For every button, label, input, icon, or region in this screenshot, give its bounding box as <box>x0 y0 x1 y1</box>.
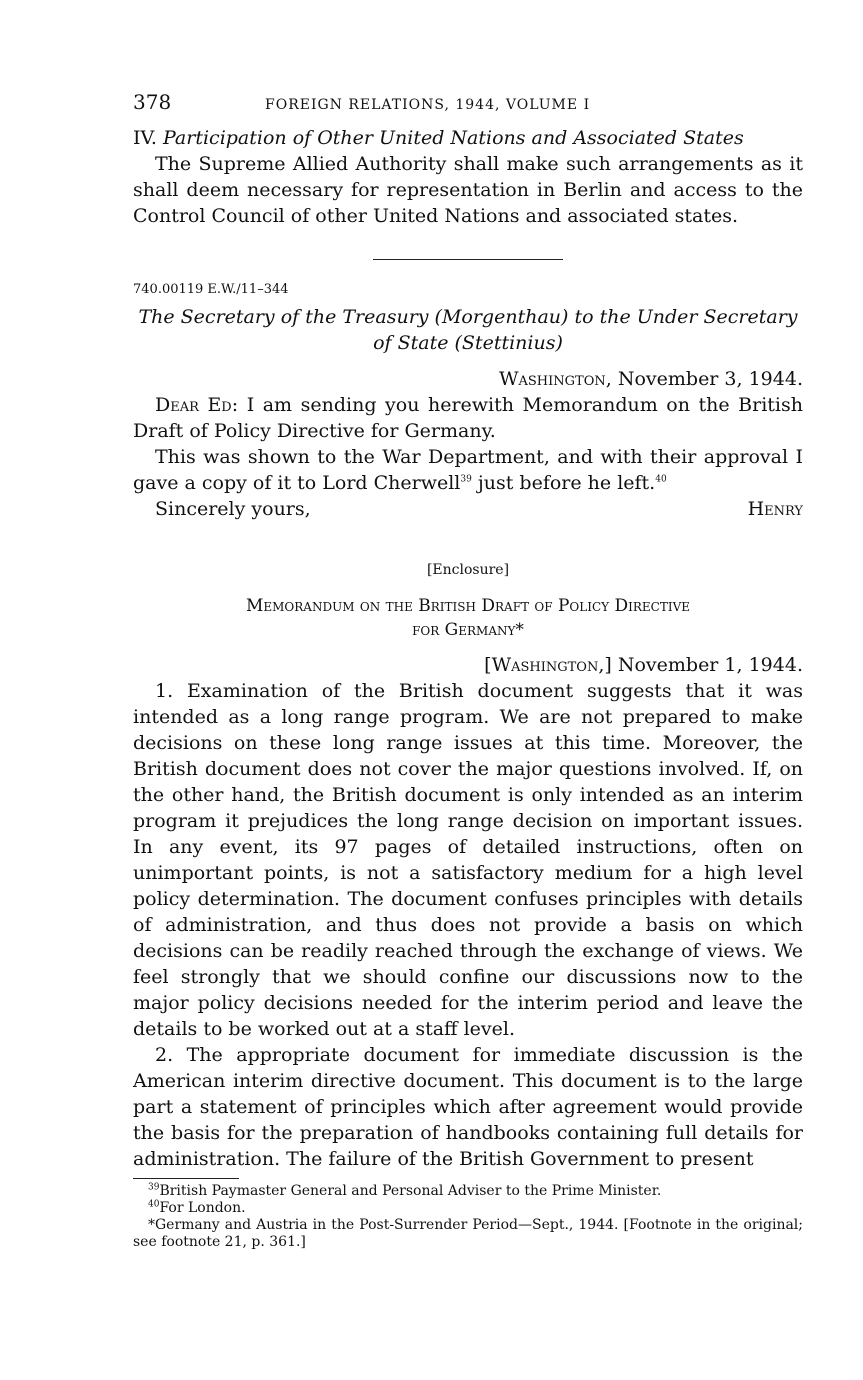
memo-paragraph-1: 1. Examination of the British document suggests that it was intended as a long range program. We are not prepared to make decisions on these long range issues at this time. Moreover, the British document does not cover the major questions involved. If, on the other hand, the British document is only intended as an interim program it prejudices the long range decision on important issues. In any event, its 97 pages of detailed instructions, often on unimportant points, is not a satisfactory medium for a high level policy determination. The document confuses principles with details of administration, and thus does not provide a basis on which decisions can be readily reached through the exchange of views. We feel strongly that we should confine our discussions now to the major policy decisions needed for the interim period and leave the details to be worked out at a staff level. <box>133 680 803 1040</box>
memo-place: [Washington,] <box>484 654 612 676</box>
letter-dateline <box>133 366 803 392</box>
letter-place: Washington, <box>498 368 612 390</box>
letter-body-2a: This was shown to the War Department, and with their approval I gave a copy of it to Lord Cherwell <box>133 446 803 494</box>
section-heading <box>133 125 803 151</box>
section-paragraph: The Supreme Allied Authority shall make such arrangements as it shall deem necessary for representation in Berlin and access to the Control Council of other United Nations and associated states. <box>133 153 803 227</box>
footnote-39-mark: 39 <box>148 1182 160 1193</box>
footnote-40-mark: 40 <box>148 1199 160 1210</box>
letter-paragraph-2 <box>133 444 803 496</box>
section-numeral: IV. <box>133 127 157 149</box>
signature: Henry <box>747 498 803 520</box>
letter-body-1: I am sending you herewith Memorandum on the British Draft of Policy Directive for Germany. <box>133 394 803 442</box>
memorandum-title <box>133 594 803 642</box>
letter-body-2b: just before he left. <box>477 472 656 494</box>
memo-paragraph-2: 2. The appropriate document for immediate discussion is the American interim directive document. This document is to the large part a statement of principles which after agreement would provide the basis for the preparation of handbooks containing full details for administration. The failure of the British Government to present <box>133 1044 803 1170</box>
memorandum-title-line-2: for Germany* <box>412 620 524 640</box>
separator-rule <box>373 259 563 260</box>
document-title: The Secretary of the Treasury (Morgenthau) to the Under Secretary of State (Stettinius) <box>138 306 798 354</box>
salutation: Dear Ed: <box>155 394 239 416</box>
footnote-ref-40: 40 <box>655 474 667 485</box>
footnote-39 <box>133 1183 803 1200</box>
memo-dateline <box>133 652 803 678</box>
section-title: Participation of Other United Nations and Associated States <box>163 127 744 149</box>
document-page <box>133 88 803 1251</box>
enclosure-label: [Enclosure] <box>426 562 510 578</box>
running-head: FOREIGN RELATIONS, 1944, VOLUME I <box>265 97 591 113</box>
footnote-40 <box>133 1200 803 1217</box>
footnote-ref-39: 39 <box>460 474 472 485</box>
letter-paragraph-1 <box>133 392 803 444</box>
memorandum-title-line-1: Memorandum on the British Draft of Policy Directive <box>245 596 691 616</box>
footnote-star: *Germany and Austria in the Post-Surrender Period—Sept., 1944. [Footnote in the original; see footnote 21, p. 361.] <box>133 1217 803 1250</box>
footnote-39-text: British Paymaster General and Personal Adviser to the Prime Minister. <box>159 1183 662 1199</box>
letter-closing <box>133 496 803 522</box>
closing-phrase: Sincerely yours, <box>155 498 311 520</box>
memo-date: November 1, 1944. <box>617 654 803 676</box>
letter-date: November 3, 1944. <box>617 368 803 390</box>
page-number: 378 <box>133 90 172 114</box>
page-header <box>133 88 803 119</box>
file-reference: 740.00119 E.W./11–344 <box>133 282 289 297</box>
footnote-40-text: For London. <box>159 1200 246 1216</box>
footnote-rule <box>133 1178 239 1179</box>
